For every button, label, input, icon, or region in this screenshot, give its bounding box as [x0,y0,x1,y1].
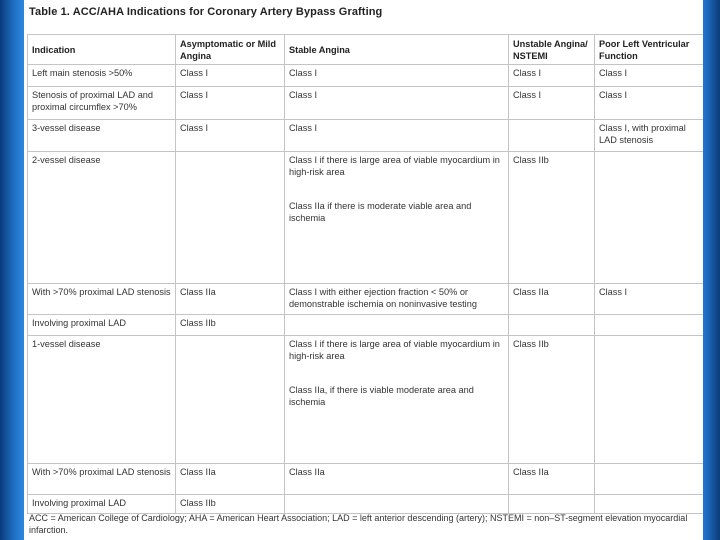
document-page [24,0,703,540]
table-row [28,336,704,464]
unstable-angina-cell: Class IIa [509,464,595,495]
asymptomatic-cell [176,152,285,284]
header-unstable-angina: Unstable Angina/ NSTEMI [509,35,595,65]
poor-lv-cell: Class I, with proximal LAD stenosis [595,120,704,152]
indication-cell: With >70% proximal LAD stenosis [28,284,176,315]
asymptomatic-cell: Class IIa [176,464,285,495]
unstable-angina-cell: Class IIb [509,336,595,464]
unstable-angina-cell [509,315,595,336]
unstable-angina-cell: Class IIa [509,284,595,315]
indication-cell: Involving proximal LAD [28,315,176,336]
poor-lv-cell: Class I [595,65,704,87]
indication-cell: Involving proximal LAD [28,495,176,514]
stable-angina-cell [285,120,509,152]
table-title: Table 1. ACC/AHA Indications for Coronary Artery Bypass Grafting [29,6,383,18]
asymptomatic-cell: Class IIb [176,315,285,336]
stable-angina-cell [285,284,509,315]
indication-cell: Left main stenosis >50% [28,65,176,87]
table-header-row [28,35,704,65]
poor-lv-cell [595,315,704,336]
indications-table [27,34,703,514]
stable-angina-cell [285,315,509,336]
indication-cell: Stenosis of proximal LAD and proximal circumflex >70% [28,87,176,120]
stable-angina-cell [285,152,509,284]
indication-cell: 3-vessel disease [28,120,176,152]
table-row [28,284,704,315]
stable-angina-cell [285,87,509,120]
table-body [28,65,704,514]
poor-lv-cell: Class I [595,87,704,120]
asymptomatic-cell: Class IIa [176,284,285,315]
asymptomatic-cell [176,336,285,464]
stable-angina-text: Class I if there is large area of viable myocardium in high-risk area [289,155,500,177]
asymptomatic-cell: Class I [176,65,285,87]
indication-cell: With >70% proximal LAD stenosis [28,464,176,495]
stable-angina-cell [285,464,509,495]
asymptomatic-cell: Class IIb [176,495,285,514]
table-row [28,152,704,284]
table-row [28,120,704,152]
stable-angina-text: Class I [289,123,318,133]
unstable-angina-cell: Class I [509,65,595,87]
asymptomatic-cell: Class I [176,120,285,152]
stable-angina-cell [285,65,509,87]
stable-angina-text: Class I with either ejection fraction < 50% or demonstrable ischemia on noninvasive testing [289,287,477,309]
table-row [28,315,704,336]
header-poor-lv-function: Poor Left Ventricular Function [595,35,704,65]
table-row [28,495,704,514]
table-footnote: ACC = American College of Cardiology; AHA = American Heart Association; LAD = left anterior descending (artery); NSTEMI = non–ST-segment elevation myocardial infarction. [29,513,688,535]
unstable-angina-cell [509,495,595,514]
indication-cell: 2-vessel disease [28,152,176,284]
table-row [28,464,704,495]
poor-lv-cell [595,336,704,464]
poor-lv-cell: Class I [595,284,704,315]
table-row [28,65,704,87]
poor-lv-cell [595,495,704,514]
poor-lv-cell [595,152,704,284]
unstable-angina-cell: Class IIb [509,152,595,284]
stable-angina-text: Class I if there is large area of viable myocardium in high-risk area [289,339,500,361]
header-asymptomatic: Asymptomatic or Mild Angina [176,35,285,65]
table-row [28,87,704,120]
unstable-angina-cell: Class I [509,87,595,120]
stable-angina-text: Class IIa, if there is viable moderate area and ischemia [289,385,474,407]
header-indication: Indication [28,35,176,65]
stable-angina-text: Class IIa if there is moderate viable area and ischemia [289,201,472,223]
stable-angina-cell [285,495,509,514]
poor-lv-cell [595,464,704,495]
stable-angina-text: Class I [289,68,318,78]
indication-cell: 1-vessel disease [28,336,176,464]
unstable-angina-cell [509,120,595,152]
stable-angina-text: Class IIa [289,467,325,477]
header-stable-angina: Stable Angina [285,35,509,65]
asymptomatic-cell: Class I [176,87,285,120]
stable-angina-text: Class I [289,90,318,100]
stable-angina-cell [285,336,509,464]
